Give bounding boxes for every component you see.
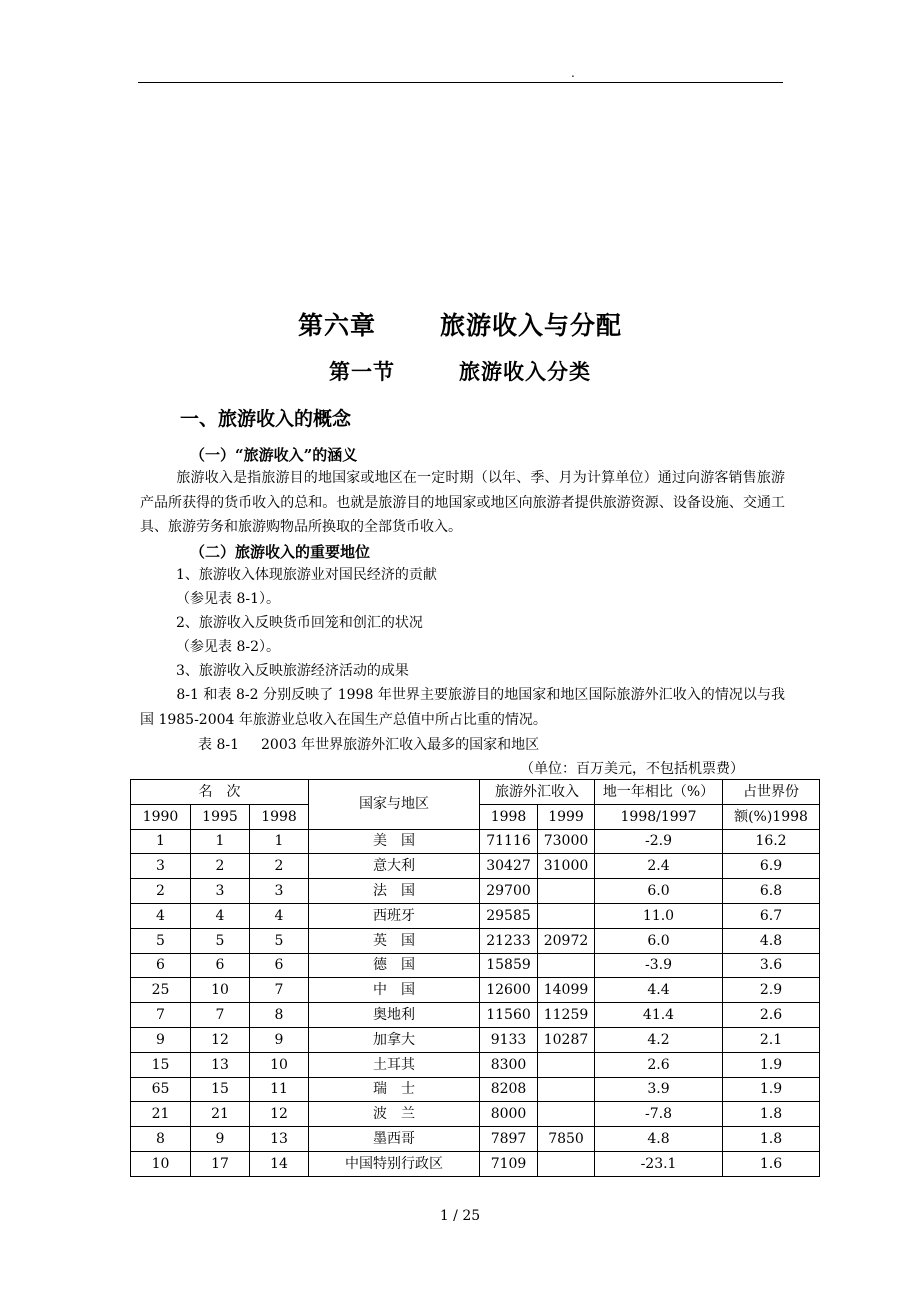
cell-country: 加拿大 (309, 1027, 480, 1052)
reference-table-8-1: （参见表 8-1）。 (176, 591, 280, 607)
cell-rank-1998: 11 (250, 1077, 309, 1102)
cell-income-1998: 9133 (480, 1027, 538, 1052)
cell-rank-1998: 1 (250, 829, 309, 854)
header-rank-1990: 1990 (131, 804, 191, 829)
cell-rank-1998: 9 (250, 1027, 309, 1052)
cell-world-share: 4.8 (723, 928, 820, 953)
cell-rank-1990: 21 (131, 1102, 191, 1127)
chapter-title (0, 306, 920, 342)
header-income-1999: 1999 (538, 804, 595, 829)
header-change-period: 1998/1997 (595, 804, 723, 829)
table-row (131, 1151, 820, 1176)
list-item-2: 2、旅游收入反映货币回笼和创汇的状况 (176, 615, 423, 631)
table-row (131, 854, 820, 879)
cell-rank-1990: 9 (131, 1027, 191, 1052)
table-row (131, 1077, 820, 1102)
cell-rank-1998: 12 (250, 1102, 309, 1127)
table-row (131, 829, 820, 854)
table-row (131, 879, 820, 904)
cell-world-share: 2.9 (723, 978, 820, 1003)
cell-rank-1990: 2 (131, 879, 191, 904)
cell-rank-1990: 10 (131, 1151, 191, 1176)
chapter-name: 旅游收入与分配 (440, 311, 623, 340)
cell-world-share: 1.9 (723, 1077, 820, 1102)
cell-rank-1995: 12 (191, 1027, 250, 1052)
cell-rank-1990: 25 (131, 978, 191, 1003)
cell-world-share: 1.9 (723, 1052, 820, 1077)
cell-world-share: 1.6 (723, 1151, 820, 1176)
cell-change-percent: 3.9 (595, 1077, 723, 1102)
cell-world-share: 6.8 (723, 879, 820, 904)
cell-rank-1990: 6 (131, 953, 191, 978)
cell-income-1999: 11259 (538, 1003, 595, 1028)
cell-country: 美 国 (309, 829, 480, 854)
cell-country: 波 兰 (309, 1102, 480, 1127)
list-item-3: 3、旅游收入反映旅游经济活动的成果 (176, 663, 409, 679)
cell-rank-1998: 8 (250, 1003, 309, 1028)
cell-income-1998: 11560 (480, 1003, 538, 1028)
cell-rank-1990: 5 (131, 928, 191, 953)
cell-rank-1998: 10 (250, 1052, 309, 1077)
cell-income-1999: 31000 (538, 854, 595, 879)
header-mark: . (571, 66, 575, 80)
chapter-number: 第六章 (297, 311, 376, 340)
cell-rank-1998: 7 (250, 978, 309, 1003)
cell-rank-1998: 4 (250, 903, 309, 928)
cell-country: 瑞 士 (309, 1077, 480, 1102)
header-rank: 名 次 (131, 780, 309, 805)
cell-income-1999 (538, 1102, 595, 1127)
cell-world-share: 2.1 (723, 1027, 820, 1052)
table-row (131, 1003, 820, 1028)
cell-change-percent: -23.1 (595, 1151, 723, 1176)
cell-income-1998: 21233 (480, 928, 538, 953)
cell-rank-1995: 5 (191, 928, 250, 953)
cell-rank-1995: 21 (191, 1102, 250, 1127)
cell-income-1998: 7109 (480, 1151, 538, 1176)
section-number: 第一节 (329, 359, 395, 384)
cell-country: 法 国 (309, 879, 480, 904)
cell-country: 土耳其 (309, 1052, 480, 1077)
cell-rank-1995: 10 (191, 978, 250, 1003)
cell-world-share: 2.6 (723, 1003, 820, 1028)
cell-income-1998: 7897 (480, 1127, 538, 1152)
table-caption (198, 734, 561, 754)
cell-world-share: 6.7 (723, 903, 820, 928)
header-share: 占世界份 (723, 780, 820, 805)
cell-rank-1995: 17 (191, 1151, 250, 1176)
table-row (131, 1052, 820, 1077)
cell-change-percent: 6.0 (595, 928, 723, 953)
cell-income-1998: 12600 (480, 978, 538, 1003)
cell-rank-1995: 3 (191, 879, 250, 904)
cell-income-1999 (538, 903, 595, 928)
cell-change-percent: 6.0 (595, 879, 723, 904)
reference-table-8-2: （参见表 8-2）。 (176, 639, 280, 655)
cell-income-1999 (538, 953, 595, 978)
cell-income-1998: 30427 (480, 854, 538, 879)
page-number: 1 / 25 (439, 1208, 481, 1224)
paragraph-tables: 8-1 和表 8-2 分别反映了 1998 年世界主要旅游目的地国家和地区国际旅游外汇收入的情况以与我国 1985-2004 年旅游业总收入在国生产总值中所占比重的情况。 (140, 687, 785, 728)
cell-change-percent: -3.9 (595, 953, 723, 978)
cell-rank-1990: 4 (131, 903, 191, 928)
cell-change-percent: 4.4 (595, 978, 723, 1003)
cell-country: 中 国 (309, 978, 480, 1003)
cell-rank-1990: 65 (131, 1077, 191, 1102)
list-item-1: 1、旅游收入体现旅游业对国民经济的贡献 (176, 567, 437, 583)
tourism-income-table (130, 779, 820, 1177)
section-title (0, 356, 920, 386)
cell-world-share: 16.2 (723, 829, 820, 854)
cell-income-1999 (538, 1151, 595, 1176)
cell-rank-1990: 7 (131, 1003, 191, 1028)
cell-rank-1995: 4 (191, 903, 250, 928)
cell-rank-1990: 15 (131, 1052, 191, 1077)
cell-country: 中国特别行政区 (309, 1151, 480, 1176)
cell-change-percent: 41.4 (595, 1003, 723, 1028)
table-number: 表 8-1 (198, 737, 239, 753)
header-income: 旅游外汇收入 (480, 780, 595, 805)
header-rule (138, 82, 783, 83)
cell-change-percent: 4.2 (595, 1027, 723, 1052)
cell-country: 西班牙 (309, 903, 480, 928)
cell-income-1999: 14099 (538, 978, 595, 1003)
table-body (131, 829, 820, 1176)
table-row (131, 978, 820, 1003)
cell-rank-1990: 8 (131, 1127, 191, 1152)
header-share-year: 额(%)1998 (723, 804, 820, 829)
cell-change-percent: 11.0 (595, 903, 723, 928)
cell-rank-1995: 6 (191, 953, 250, 978)
table-row (131, 1102, 820, 1127)
cell-rank-1998: 5 (250, 928, 309, 953)
cell-income-1999: 73000 (538, 829, 595, 854)
table-title: 2003 年世界旅游外汇收入最多的国家和地区 (261, 737, 540, 753)
section-name: 旅游收入分类 (459, 359, 591, 384)
cell-rank-1995: 9 (191, 1127, 250, 1152)
table-row (131, 928, 820, 953)
table-unit: （单位：百万美元，不包括机票费） (520, 761, 744, 777)
subheading-importance: （二）旅游收入的重要地位 (190, 543, 371, 561)
cell-income-1999: 10287 (538, 1027, 595, 1052)
cell-rank-1998: 3 (250, 879, 309, 904)
cell-change-percent: -7.8 (595, 1102, 723, 1127)
cell-rank-1998: 6 (250, 953, 309, 978)
cell-income-1999: 20972 (538, 928, 595, 953)
header-rank-1998: 1998 (250, 804, 309, 829)
cell-rank-1990: 1 (131, 829, 191, 854)
header-rank-1995: 1995 (191, 804, 250, 829)
cell-rank-1995: 1 (191, 829, 250, 854)
cell-rank-1998: 13 (250, 1127, 309, 1152)
cell-rank-1995: 2 (191, 854, 250, 879)
cell-change-percent: 2.6 (595, 1052, 723, 1077)
cell-rank-1995: 15 (191, 1077, 250, 1102)
header-income-1998: 1998 (480, 804, 538, 829)
cell-income-1999 (538, 1077, 595, 1102)
cell-country: 英 国 (309, 928, 480, 953)
cell-world-share: 6.9 (723, 854, 820, 879)
cell-income-1998: 8208 (480, 1077, 538, 1102)
cell-income-1998: 71116 (480, 829, 538, 854)
cell-country: 奥地利 (309, 1003, 480, 1028)
cell-change-percent: 2.4 (595, 854, 723, 879)
cell-income-1998: 8000 (480, 1102, 538, 1127)
table-row (131, 953, 820, 978)
header-change: 地一年相比（%） (595, 780, 723, 805)
cell-change-percent: -2.9 (595, 829, 723, 854)
cell-country: 德 国 (309, 953, 480, 978)
subheading-meaning: （一）“旅游收入”的涵义 (190, 446, 358, 464)
cell-income-1998: 8300 (480, 1052, 538, 1077)
cell-rank-1998: 14 (250, 1151, 309, 1176)
cell-world-share: 3.6 (723, 953, 820, 978)
cell-income-1999 (538, 879, 595, 904)
cell-rank-1995: 7 (191, 1003, 250, 1028)
cell-world-share: 1.8 (723, 1102, 820, 1127)
cell-rank-1998: 2 (250, 854, 309, 879)
table-row (131, 1027, 820, 1052)
cell-rank-1990: 3 (131, 854, 191, 879)
paragraph-meaning: 旅游收入是指旅游目的地国家或地区在一定时期（以年、季、月为计算单位）通过向游客销售旅游产品所获得的货币收入的总和。也就是旅游目的地国家或地区向旅游者提供旅游资源、设备设施、交通工具、旅游劳务和旅游购物品所换取的全部货币收入。 (140, 470, 785, 535)
cell-income-1999: 7850 (538, 1127, 595, 1152)
cell-income-1999 (538, 1052, 595, 1077)
cell-income-1998: 15859 (480, 953, 538, 978)
cell-income-1998: 29700 (480, 879, 538, 904)
table-row (131, 903, 820, 928)
cell-income-1998: 29585 (480, 903, 538, 928)
cell-country: 意大利 (309, 854, 480, 879)
heading-concept: 一、旅游收入的概念 (180, 408, 352, 430)
header-country: 国家与地区 (309, 780, 480, 830)
table-row (131, 1127, 820, 1152)
cell-change-percent: 4.8 (595, 1127, 723, 1152)
cell-world-share: 1.8 (723, 1127, 820, 1152)
cell-rank-1995: 13 (191, 1052, 250, 1077)
cell-country: 墨西哥 (309, 1127, 480, 1152)
